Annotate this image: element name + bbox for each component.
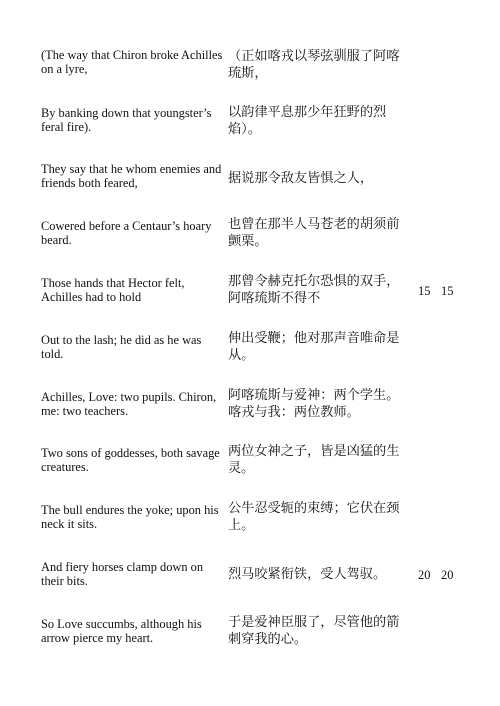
chinese-line: （正如喀戎以琴弦驯服了阿喀琉斯， [228,49,400,81]
line-number: 15 [418,284,431,298]
line-number: 15 [441,284,454,298]
english-line: Those hands that Hector felt, Achilles had to hold [41,276,185,305]
english-line: By banking down that youngster’s feral fire). [41,106,212,135]
chinese-line: 以韵律平息那少年狂野的烈焰）。 [228,105,387,137]
english-line: Two sons of goddesses, both savage creatures. [41,446,220,475]
english-line: (The way that Chiron broke Achilles on a lyre, [41,48,223,77]
line-number: 20 [441,568,454,582]
english-line: And fiery horses clamp down on their bits. [41,560,204,589]
chinese-line: 两位女神之子，皆是凶猛的生灵。 [228,444,400,476]
english-line: The bull endures the yoke; upon his neck it sits. [41,503,219,532]
english-line: So Love succumbs, although his arrow pierce my heart. [41,617,202,646]
chinese-line: 也曾在那半人马苍老的胡须前颤栗。 [228,217,400,249]
chinese-line: 阿喀琉斯与爱神：两个学生。喀戎与我：两位教师。 [228,388,400,420]
chinese-line: 公牛忍受轭的束缚；它伏在颈上。 [228,501,400,533]
chinese-line: 那曾令赫克托尔恐惧的双手，阿喀琉斯不得不 [228,274,400,306]
chinese-line: 据说那令敌友皆惧之人， [228,171,374,186]
english-line: Achilles, Love: two pupils. Chiron, me: two teachers. [41,390,217,419]
chinese-line: 伸出受鞭；他对那声音唯命是从。 [228,331,400,363]
english-line: They say that he whom enemies and friends both feared, [41,162,222,191]
chinese-line: 于是爱神臣服了，尽管他的箭刺穿我的心。 [228,615,400,647]
english-line: Out to the lash; he did as he was told. [41,333,202,362]
line-number: 20 [418,568,431,582]
english-line: Cowered before a Centaur’s hoary beard. [41,219,212,248]
chinese-line: 烈马咬紧衔铁，受人驾驭。 [228,567,387,582]
